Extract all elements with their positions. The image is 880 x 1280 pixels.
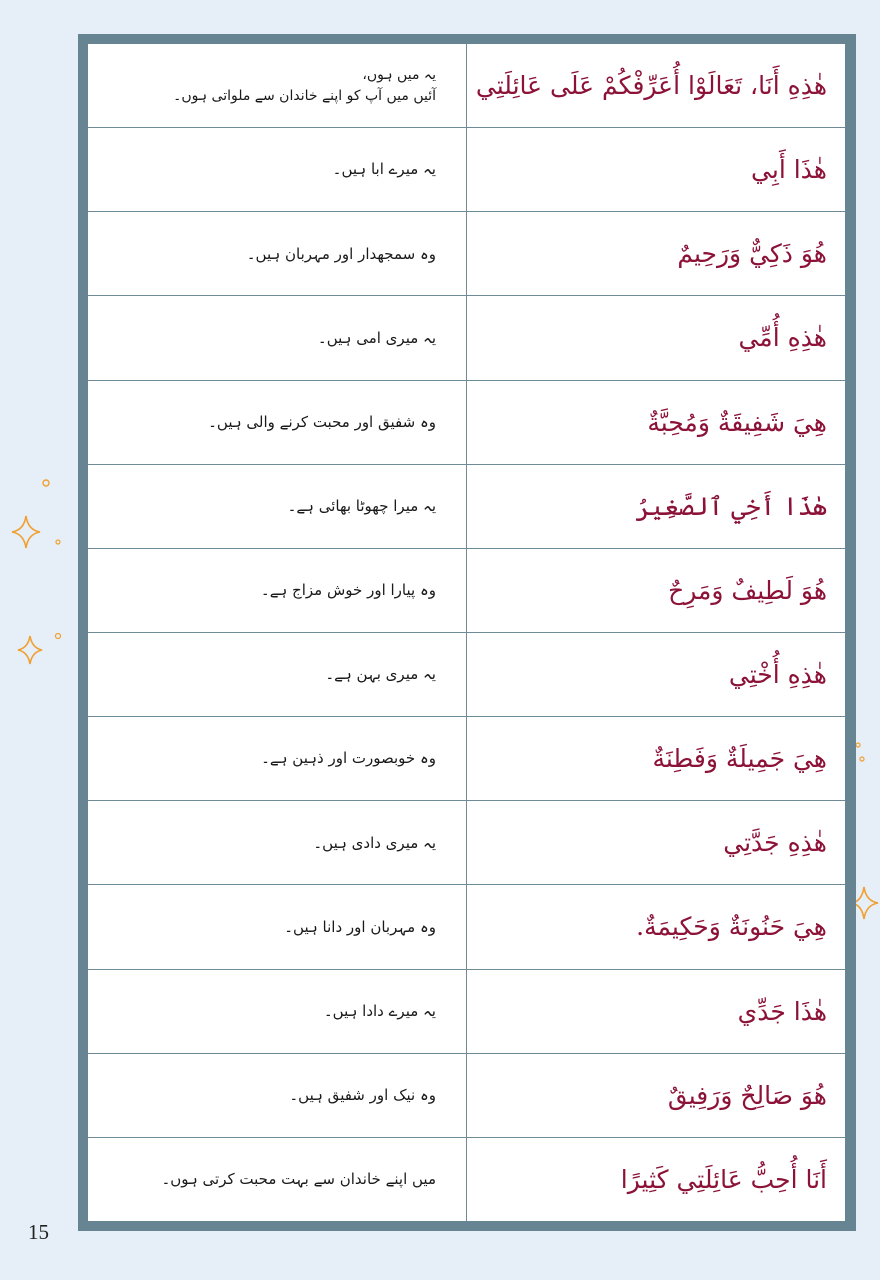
arabic-phrase: هُوَ ذَكِيٌّ وَرَحِيمٌ	[466, 212, 845, 295]
urdu-line: یہ میرا چھوٹا بھائی ہے۔	[287, 497, 436, 516]
arabic-phrase: هٰذِهِ أُمِّي	[466, 296, 845, 379]
table-row	[88, 1138, 845, 1221]
urdu-translation	[88, 885, 466, 968]
arabic-phrase: هُوَ صَالِحٌ وَرَفِيقٌ	[466, 1054, 845, 1137]
urdu-line: آئیں میں آپ کو اپنے خاندان سے ملواتی ہوں۔	[173, 87, 436, 104]
urdu-translation	[88, 717, 466, 800]
urdu-line: میں اپنے خاندان سے بہت محبت کرتی ہوں۔	[161, 1170, 436, 1189]
urdu-translation	[88, 381, 466, 464]
table-row	[88, 44, 845, 128]
urdu-translation	[88, 296, 466, 379]
urdu-translation	[88, 801, 466, 884]
sparkle-icon	[4, 470, 68, 670]
table-row	[88, 633, 845, 717]
table-row	[88, 296, 845, 380]
urdu-translation	[88, 44, 466, 127]
table-row	[88, 381, 845, 465]
arabic-phrase: أَنَا أُحِبُّ عَائِلَتِي كَثِيرًا	[466, 1138, 845, 1221]
urdu-line: وہ پیارا اور خوش مزاج ہے۔	[260, 581, 436, 600]
urdu-translation	[88, 128, 466, 211]
arabic-phrase: هِيَ شَفِيقَةٌ وَمُحِبَّةٌ	[466, 381, 845, 464]
table-row	[88, 549, 845, 633]
table-row	[88, 465, 845, 549]
urdu-translation	[88, 549, 466, 632]
urdu-line: یہ میں ہوں،	[362, 66, 436, 83]
urdu-translation	[88, 633, 466, 716]
table-row	[88, 970, 845, 1054]
urdu-translation	[88, 212, 466, 295]
table-row	[88, 128, 845, 212]
arabic-phrase: هٰذَا جَدِّي	[466, 970, 845, 1053]
arabic-phrase: هٰذَا أَخِي ٱلصَّغِيرُ	[466, 465, 845, 548]
urdu-translation	[88, 1054, 466, 1137]
table-row	[88, 801, 845, 885]
arabic-phrase: هِيَ جَمِيلَةٌ وَفَطِنَةٌ	[466, 717, 845, 800]
table-row	[88, 212, 845, 296]
arabic-phrase: هٰذَا أَبِي	[466, 128, 845, 211]
arabic-phrase: هُوَ لَطِيفٌ وَمَرِحٌ	[466, 549, 845, 632]
urdu-line: وہ شفیق اور محبت کرنے والی ہیں۔	[208, 412, 436, 431]
urdu-translation	[88, 1138, 466, 1221]
vocabulary-table	[88, 44, 845, 1221]
urdu-line: وہ خوبصورت اور ذہین ہے۔	[261, 749, 436, 768]
urdu-line: یہ میری دادی ہیں۔	[313, 833, 436, 852]
table-row	[88, 885, 845, 969]
arabic-phrase: هٰذِهِ أُخْتِي	[466, 633, 845, 716]
urdu-line: یہ میری بہن ہے۔	[325, 665, 436, 684]
urdu-line: یہ میرے دادا ہیں۔	[323, 1001, 436, 1020]
urdu-line: وہ سمجھدار اور مہربان ہیں۔	[246, 244, 436, 263]
arabic-phrase: هِيَ حَنُونَةٌ وَحَكِيمَةٌ.	[466, 885, 845, 968]
arabic-phrase: هٰذِهِ جَدَّتِي	[466, 801, 845, 884]
urdu-translation	[88, 465, 466, 548]
page-number: 15	[28, 1220, 49, 1244]
vocabulary-table-frame	[78, 34, 856, 1231]
urdu-translation	[88, 970, 466, 1053]
urdu-line: یہ میری امی ہیں۔	[317, 328, 436, 347]
sparkle-icon	[852, 735, 880, 925]
urdu-line: وہ مہربان اور دانا ہیں۔	[284, 917, 436, 936]
table-row	[88, 717, 845, 801]
arabic-phrase: هٰذِهِ أَنَا، تَعَالَوْا أُعَرِّفْكُمْ عَلَى عَائِلَتِي	[466, 44, 845, 127]
urdu-line: یہ میرے ابا ہیں۔	[332, 160, 436, 179]
urdu-line: وہ نیک اور شفیق ہیں۔	[289, 1086, 436, 1104]
table-row	[88, 1054, 845, 1138]
